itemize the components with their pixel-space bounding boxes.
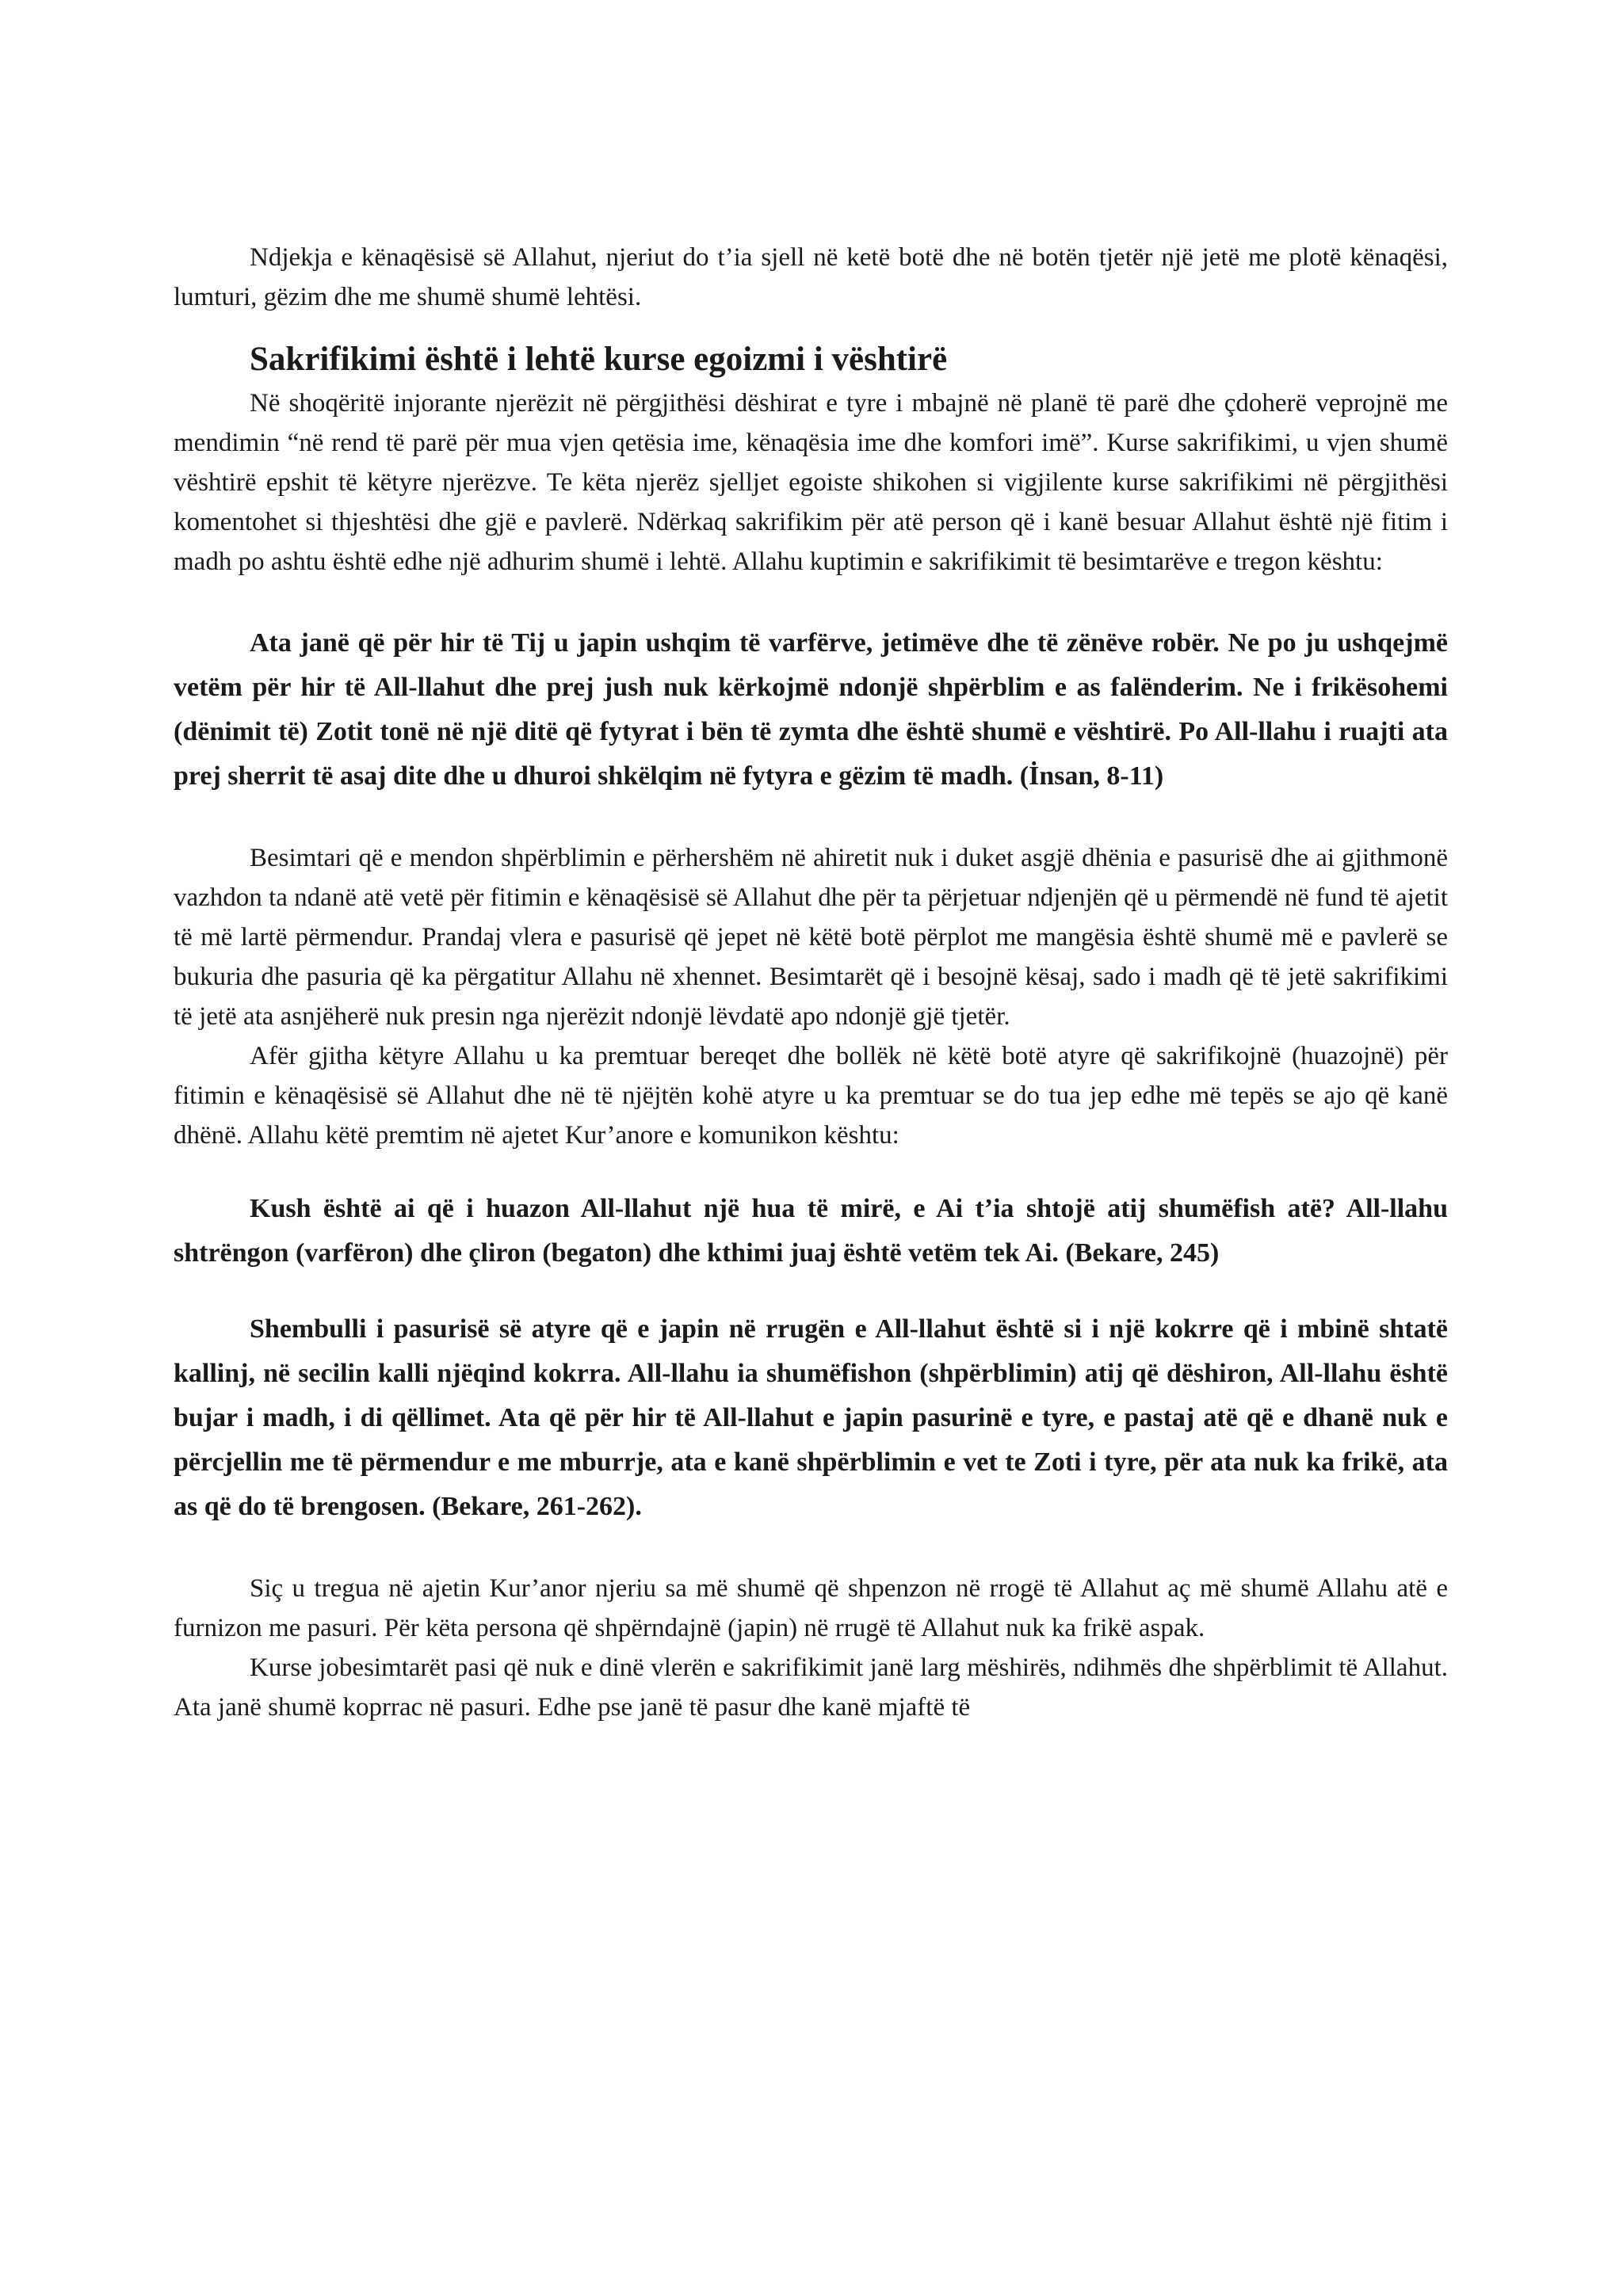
paragraph-body: Afër gjitha këtyre Allahu u ka premtuar bereqet dhe bollëk në këtë botë atyre që sakrifikojnë (huazojnë) për fitimin e kënaqësisë së Allahut dhe në të njëjtën kohë atyre u ka premtuar se do tua jep edhe më tepës se ajo që kanë dhënë. Allahu këtë premtim në ajetet Kur’anore e komunikon kështu: [174, 1042, 1448, 1150]
quran-quote: Ata janë që për hir të Tij u japin ushqim të varfërve, jetimëve dhe të zënëve robër. Ne po ju ushqejmë vetëm për hir të All-llahut dhe prej jush nuk kërkojmë ndonjë shpërblim e as falënderim. Ne i frikësohemi (dënimit të) Zotit tonë në një ditë që fytyrat i bën të zymta dhe është shumë e vështirë. Po All-llahu i ruajti ata prej sherrit të asaj dite dhe u dhuroi shkëlqim në fytyra e gëzim të madh. (İnsan, 8-11) [174, 628, 1448, 791]
paragraph-intro: Ndjekja e kënaqësisë së Allahut, njeriut do t’ia sjell në ketë botë dhe në botën tjetër një jetë me plotë kënaqësi, lumturi, gëzim dhe me shumë shumë lehtësi. [174, 243, 1448, 311]
paragraph-body: Besimtari që e mendon shpërblimin e përhershëm në ahiretit nuk i duket asgjë dhënia e pasurisë dhe ai gjithmonë vazhdon ta ndanë atë vetë për fitimin e kënaqësisë së Allahut dhe për ta përjetuar ndjenjën që u përmendë në fund të ajetit të më lartë përmendur. Prandaj vlera e pasurisë që jepet në këtë botë përplot me mangësia është shumë më e pavlerë se bukuria dhe pasuria që ka përgatitur Allahu në xhennet. Besimtarët që i besojnë kësaj, sado i madh që të jetë sakrifikimi të jetë ata asnjëherë nuk presin nga njerëzit ndonjë lëvdatë apo ndonjë gjë tjetër. [174, 844, 1448, 1031]
spacer [174, 799, 1448, 838]
spacer [174, 582, 1448, 621]
quran-quote: Shembulli i pasurisë së atyre që e japin në rrugën e All-llahut është si i një kokrre që i mbinë shtatë kallinj, në secilin kalli njëqind kokrra. All-llahu ia shumëfishon (shpërblimin) atij që dëshiron, All-llahu është bujar i madh, i di qëllimet. Ata që për hir të All-llahut e japin pasurinë e tyre, e pastaj atë që e dhanë nuk e përcjellin me të përmendur e me mburrje, ata e kanë shpërblimin e vet te Zoti i tyre, për ata nuk ka frikë, ata as që do të brengosen. (Bekare, 261-262). [174, 1314, 1448, 1521]
spacer [174, 1529, 1448, 1569]
paragraph-body: Kurse jobesimtarët pasi që nuk e dinë vlerën e sakrifikimit janë larg mëshirës, ndihmës dhe shpërblimit të Allahut. Ata janë shumë koprrac në pasuri. Edhe pse janë të pasur dhe kanë mjaftë të [174, 1653, 1448, 1722]
spacer [174, 1155, 1448, 1187]
paragraph-body: Siç u tregua në ajetin Kur’anor njeriu sa më shumë që shpenzon në rrogë të Allahut aç më shumë Allahu atë e furnizon me pasuri. Për këta persona që shpërndajnë (japin) në rrugë të Allahut nuk ka frikë aspak. [174, 1574, 1448, 1642]
paragraph-body: Në shoqëritë injorante njerëzit në përgjithësi dëshirat e tyre i mbajnë në planë të parë dhe çdoherë veprojnë me mendimin “në rend të parë për mua vjen qetësia ime, kënaqësia ime dhe komfori imë”. Kurse sakrifikimi, u vjen shumë vështirë epshit të këtyre njerëzve. Te këta njerëz sjelljet egoiste shikohen si vigjilente kurse sakrifikimi në përgjithësi komentohet si thjeshtësi dhe gjë e pavlerë. Ndërkaq sakrifikim për atë person që i kanë besuar Allahut është një fitim i madh po ashtu është edhe një adhurim shumë i lehtë. Allahu kuptimin e sakrifikimit të besimtarëve e tregon kështu: [174, 389, 1448, 576]
spacer [174, 1276, 1448, 1307]
spacer [174, 317, 1448, 320]
document-page [174, 238, 1448, 1727]
section-heading: Sakrifikimi është i lehtë kurse egoizmi i vështirë [250, 341, 948, 378]
quran-quote: Kush është ai që i huazon All-llahut një hua të mirë, e Ai t’ia shtojë atij shumëfish atë? All-llahu shtrëngon (varfëron) dhe çliron (begaton) dhe kthimi juaj është vetëm tek Ai. (Bekare, 245) [174, 1194, 1448, 1268]
